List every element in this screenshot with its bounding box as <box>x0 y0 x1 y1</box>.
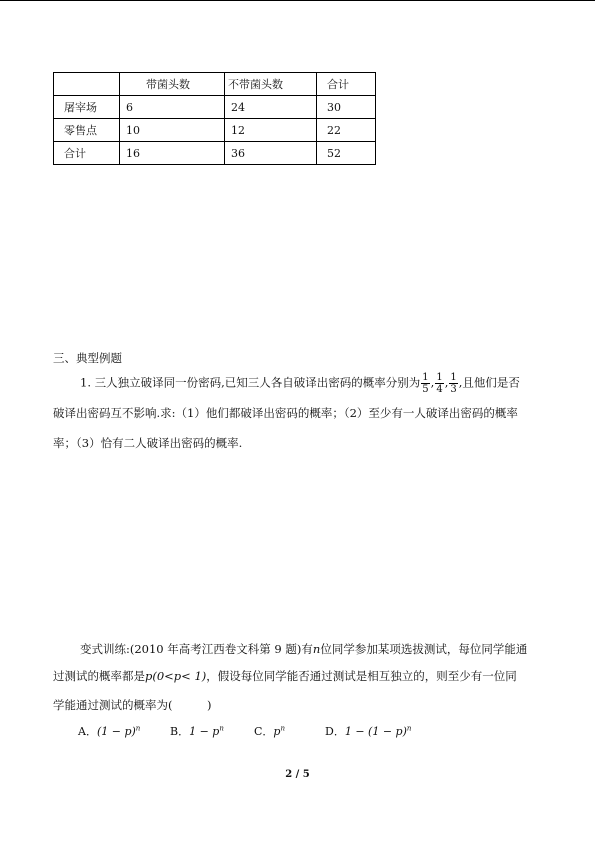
table-cell: 22 <box>317 119 376 142</box>
example1-line2: 破译出密码互不影响.求:（1）他们都破译出密码的概率；（2）至少有一人破译出密码的概率 <box>53 406 518 420</box>
option-expression: (1 − p) <box>96 725 136 738</box>
table-cell: 36 <box>225 142 317 165</box>
table-cell: 30 <box>317 96 376 119</box>
table-header-row <box>54 73 376 96</box>
example1-prefix: 1. 三人独立破译同一份密码,已知三人各自破译出密码的概率分别为 <box>80 375 421 390</box>
option-expression: p <box>273 725 281 738</box>
fraction-denominator: 4 <box>436 384 443 395</box>
table-row <box>54 119 376 142</box>
fraction <box>421 372 429 395</box>
example1-line1 <box>80 372 520 395</box>
option-label: B． <box>170 725 190 738</box>
fraction <box>435 372 443 395</box>
table-cell: 6 <box>120 96 225 119</box>
table-cell: 24 <box>225 96 317 119</box>
option-exponent: n <box>219 724 224 733</box>
variant-p-condition: p(0<p< 1) <box>145 669 207 683</box>
table-cell: 10 <box>120 119 225 142</box>
example1-line3: 率；（3）恰有二人破译出密码的概率. <box>53 436 243 450</box>
option-a <box>78 723 140 739</box>
table-cell: 12 <box>225 119 317 142</box>
fraction-separator: , <box>430 375 435 390</box>
fraction-denominator: 3 <box>450 384 457 395</box>
table-cell: 52 <box>317 142 376 165</box>
fraction-denominator: 5 <box>422 384 429 395</box>
table-row <box>54 142 376 165</box>
variant-line1-a: 变式训练:(2010 年高考江西卷文科第 9 题)有 <box>80 642 313 656</box>
table-header-cell: 不带菌头数 <box>225 73 317 96</box>
option-label: D． <box>325 725 345 738</box>
fraction-separator: , <box>444 375 449 390</box>
variant-line2-b: ，假设每位同学能否通过测试是相互独立的，则至少有一位同 <box>206 669 517 683</box>
option-expression: 1 − (1 − p) <box>344 725 407 738</box>
fraction-numerator: 1 <box>450 372 457 383</box>
top-rule <box>0 0 595 1</box>
option-d <box>325 723 411 739</box>
fraction-numerator: 1 <box>436 372 443 383</box>
option-c <box>254 723 285 739</box>
variant-line1 <box>80 641 527 657</box>
option-label: C． <box>254 725 274 738</box>
fraction <box>449 372 457 395</box>
section-title: 三、典型例题 <box>53 351 122 365</box>
table-header-cell <box>54 73 120 96</box>
variant-line1-b: 位同学参加某项选拔测试，每位同学能通 <box>320 642 528 656</box>
contingency-table <box>53 72 376 165</box>
variant-line2-a: 过测试的概率都是 <box>53 669 145 683</box>
variant-n: n <box>312 642 321 656</box>
option-expression: 1 − p <box>189 725 220 738</box>
page-number: 2 / 5 <box>285 769 310 780</box>
table-row <box>54 96 376 119</box>
table-cell: 16 <box>120 142 225 165</box>
option-exponent: n <box>135 724 141 733</box>
example1-suffix: ,且他们是否 <box>458 375 520 390</box>
table-header-cell: 合计 <box>317 73 376 96</box>
table-cell: 合计 <box>54 142 120 165</box>
variant-line2 <box>53 668 517 684</box>
option-exponent: n <box>280 724 285 733</box>
table-header-cell: 带菌头数 <box>120 73 225 96</box>
variant-line3: 学能通过测试的概率为( ) <box>53 698 212 712</box>
fraction-numerator: 1 <box>422 372 429 383</box>
option-label: A． <box>78 725 97 738</box>
option-exponent: n <box>406 724 412 733</box>
table-cell: 零售点 <box>54 119 120 142</box>
table-cell: 屠宰场 <box>54 96 120 119</box>
option-b <box>170 723 224 739</box>
